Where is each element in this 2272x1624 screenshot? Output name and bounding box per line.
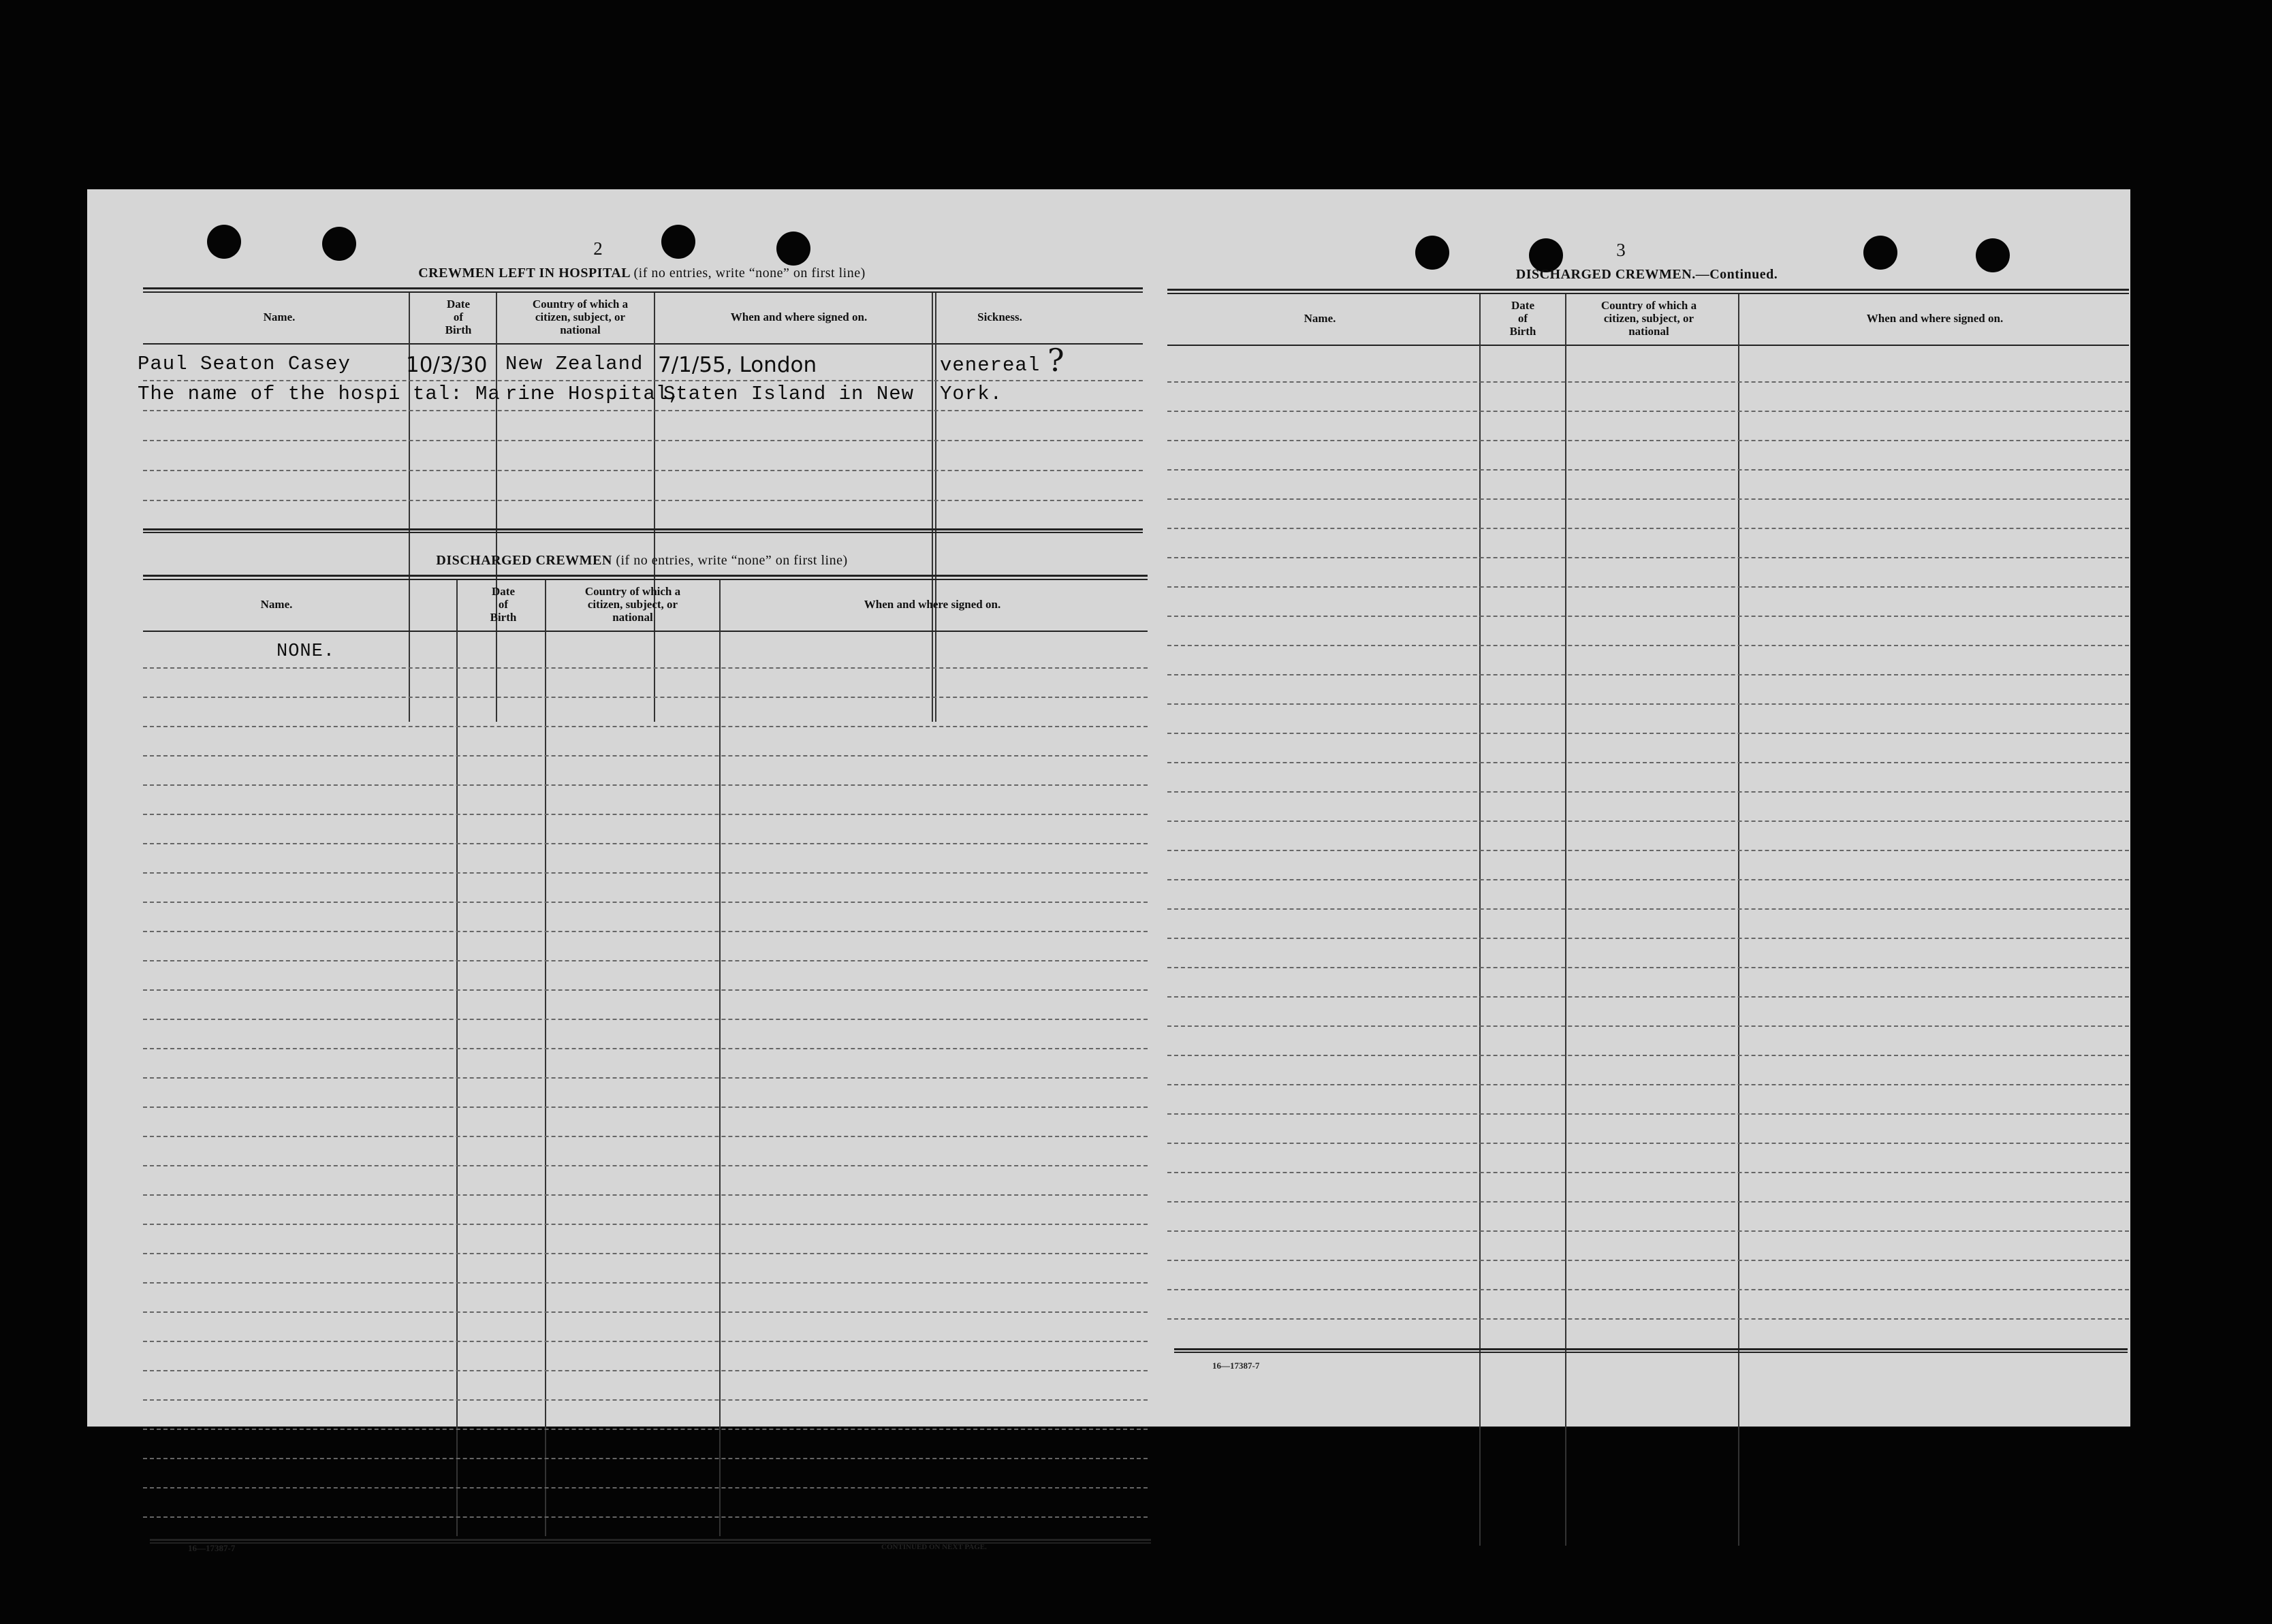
- ruled-line: [1167, 1230, 2129, 1232]
- ruled-line: [143, 1458, 1148, 1459]
- punch-hole: [776, 232, 810, 266]
- ruled-line: [1167, 1201, 2129, 1203]
- ruled-line: [1167, 703, 2129, 705]
- discharged-instruction: (if no entries, write “none” on first line): [616, 553, 848, 568]
- ruled-line: [143, 1106, 1148, 1108]
- col-name: Name.: [263, 310, 296, 323]
- column-divider: [654, 293, 655, 722]
- ruled-line: [1167, 1113, 2129, 1115]
- ruled-line: [143, 902, 1148, 903]
- ruled-line: [1167, 967, 2129, 968]
- hospital-entry-country: New Zealand: [505, 353, 644, 375]
- ruled-line: [143, 1224, 1148, 1225]
- col-name: Name.: [260, 597, 293, 611]
- ruled-line: [143, 1311, 1148, 1313]
- ruled-line: [143, 1487, 1148, 1488]
- column-divider: [1565, 294, 1566, 1546]
- column-divider: [496, 293, 497, 722]
- ruled-line: [1167, 674, 2129, 675]
- col-name: Name.: [1304, 311, 1336, 325]
- ruled-line: [143, 1516, 1148, 1518]
- ruled-line: [1167, 1260, 2129, 1261]
- hospital-note-part-c: rine Hospital,: [505, 383, 681, 405]
- ruled-line: [1167, 762, 2129, 763]
- document-sheet: [87, 189, 2130, 1553]
- ruled-line: [1167, 616, 2129, 617]
- ruled-line: [143, 1136, 1148, 1137]
- ruled-line: [143, 1399, 1148, 1401]
- col-country: Country of which a citizen, subject, or national: [1600, 298, 1697, 338]
- ruled-line: [1167, 850, 2129, 851]
- ruled-line: [143, 380, 1143, 381]
- ruled-line: [143, 1282, 1148, 1284]
- page-number-left: 2: [593, 238, 603, 259]
- hospital-bottom-rule: [143, 528, 1143, 533]
- column-divider: [456, 580, 458, 1536]
- ruled-line: [143, 1165, 1148, 1166]
- ruled-line: [143, 410, 1143, 411]
- column-divider: [935, 293, 936, 722]
- hospital-section-title: [143, 266, 1141, 281]
- col-country: Country of which a citizen, subject, or national: [584, 584, 681, 624]
- ruled-line: [143, 697, 1148, 698]
- col-signed-on: When and where signed on.: [864, 597, 1001, 611]
- discharged-section-title: [143, 553, 1141, 569]
- hospital-entry-signed-on-date: 7/1/55, London: [658, 353, 817, 377]
- ruled-line: [1167, 821, 2129, 822]
- column-divider: [1738, 294, 1739, 1546]
- ruled-line: [1167, 411, 2129, 412]
- col-country: Country of which a citizen, subject, or national: [532, 297, 629, 336]
- hospital-note-part-d: Staten Island in New: [663, 383, 915, 405]
- ruled-line: [1167, 528, 2129, 529]
- ruled-line: [143, 872, 1148, 874]
- hospital-entry-dob: 10/3/30: [406, 353, 488, 377]
- right-title-text: DISCHARGED CREWMEN.: [1515, 267, 1696, 282]
- right-header-rule: [1167, 345, 2129, 346]
- ruled-line: [143, 470, 1143, 471]
- hospital-instruction: (if no entries, write “none” on first line): [633, 266, 866, 281]
- ruled-line: [1167, 440, 2129, 441]
- ruled-line: [1167, 1025, 2129, 1027]
- ruled-line: [143, 1370, 1148, 1371]
- punch-hole: [661, 225, 695, 259]
- continued-note: CONTINUED ON NEXT PAGE.: [881, 1543, 987, 1551]
- ruled-line: [143, 755, 1148, 757]
- ruled-line: [1167, 1084, 2129, 1085]
- column-divider: [932, 293, 933, 722]
- ruled-line: [143, 500, 1143, 501]
- hospital-title-text: CREWMEN LEFT IN HOSPITAL: [418, 266, 630, 281]
- ruled-line: [143, 784, 1148, 786]
- hospital-note-part-b: tal: Ma: [413, 383, 501, 405]
- hospital-note-part-a: The name of the hospi: [138, 383, 401, 405]
- ruled-line: [1167, 1318, 2129, 1320]
- right-section-title: [1170, 267, 2124, 283]
- ruled-line: [1167, 1289, 2129, 1290]
- col-sickness: Sickness.: [977, 310, 1022, 323]
- ruled-line: [1167, 381, 2129, 383]
- ruled-line: [1167, 791, 2129, 793]
- ruled-line: [143, 1019, 1148, 1020]
- column-divider: [719, 580, 721, 1536]
- ruled-line: [143, 843, 1148, 844]
- ruled-line: [143, 440, 1143, 441]
- col-dob: Date of Birth: [1509, 298, 1536, 338]
- ruled-line: [143, 814, 1148, 815]
- discharged-header-rule: [143, 631, 1148, 632]
- hospital-note-part-e: York.: [940, 383, 1003, 405]
- column-divider: [545, 580, 546, 1536]
- ruled-line: [143, 1253, 1148, 1254]
- ruled-line: [1167, 908, 2129, 910]
- right-bottom-rule: [1174, 1348, 2128, 1353]
- hospital-header-rule: [143, 343, 1143, 345]
- ruled-line: [143, 1429, 1148, 1430]
- ruled-line: [1167, 938, 2129, 939]
- ruled-line: [1167, 1143, 2129, 1144]
- ruled-line: [1167, 996, 2129, 998]
- col-dob: Date of Birth: [445, 297, 472, 336]
- punch-hole: [1415, 236, 1449, 270]
- col-dob: Date of Birth: [490, 584, 517, 624]
- ruled-line: [1167, 1172, 2129, 1173]
- punch-hole: [1863, 236, 1897, 270]
- discharged-top-rule: [143, 575, 1148, 580]
- ruled-line: [143, 667, 1148, 669]
- hospital-entry-sickness: venereal: [940, 354, 1041, 377]
- ruled-line: [143, 1048, 1148, 1049]
- ruled-line: [1167, 586, 2129, 588]
- right-top-rule: [1167, 289, 2129, 294]
- page-number-right: 3: [1616, 240, 1626, 260]
- ruled-line: [143, 960, 1148, 961]
- hospital-entry-name: Paul Seaton Casey: [138, 353, 351, 375]
- ruled-line: [1167, 1055, 2129, 1056]
- handwritten-question-mark: ?: [1047, 342, 1064, 379]
- ruled-line: [1167, 879, 2129, 880]
- left-bottom-rule: [150, 1539, 1151, 1544]
- ruled-line: [143, 1077, 1148, 1079]
- ruled-line: [143, 1341, 1148, 1342]
- ruled-line: [1167, 557, 2129, 558]
- ruled-line: [143, 989, 1148, 991]
- form-number-left: 16—17387-7: [188, 1543, 236, 1553]
- ruled-line: [1167, 498, 2129, 500]
- column-divider: [1479, 294, 1481, 1546]
- ruled-line: [143, 931, 1148, 932]
- discharged-title-text: DISCHARGED CREWMEN: [436, 553, 612, 568]
- ruled-line: [1167, 645, 2129, 646]
- ruled-line: [143, 726, 1148, 727]
- punch-hole: [322, 227, 356, 261]
- col-signed-on: When and where signed on.: [730, 310, 868, 323]
- col-signed-on: When and where signed on.: [1866, 311, 2004, 325]
- punch-hole: [207, 225, 241, 259]
- ruled-line: [143, 1194, 1148, 1196]
- hospital-top-rule: [143, 287, 1143, 293]
- ruled-line: [1167, 733, 2129, 734]
- form-number-right: 16—17387-7: [1212, 1360, 1260, 1371]
- right-title-suffix: —Continued.: [1695, 267, 1778, 282]
- discharged-entry-none: NONE.: [277, 641, 336, 662]
- ruled-line: [1167, 469, 2129, 471]
